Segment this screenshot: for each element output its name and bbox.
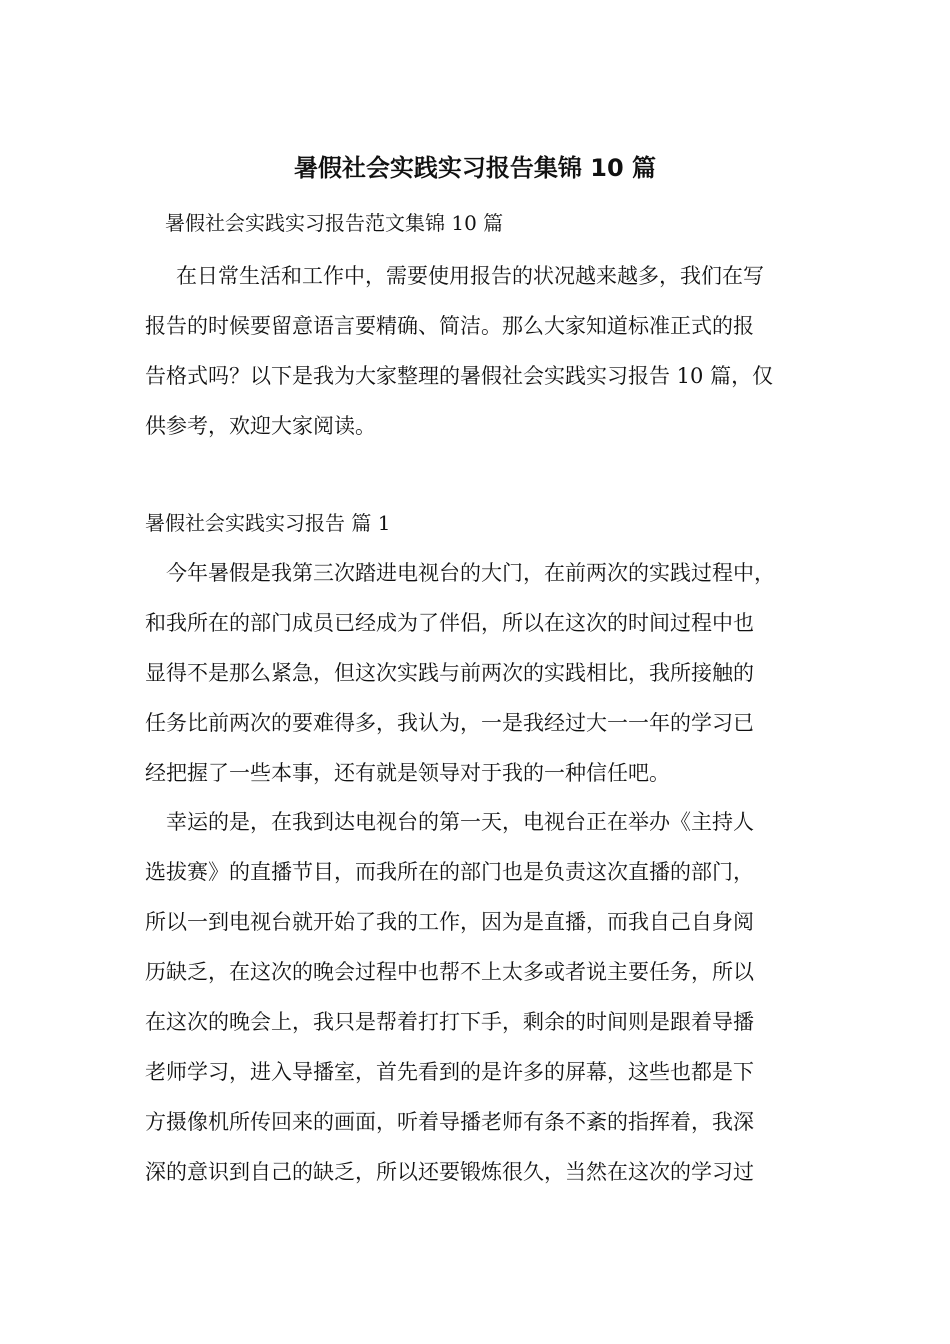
- body-paragraph-1: [145, 548, 810, 798]
- section-heading: 暑假社会实践实习报告 篇 1: [145, 511, 391, 535]
- paragraph-line: 幸运的是，在我到达电视台的第一天，电视台正在举办《主持人: [166, 810, 754, 834]
- paragraph-line: 历缺乏，在这次的晚会过程中也帮不上太多或者说主要任务，所以: [145, 960, 754, 984]
- intro-line: 供参考，欢迎大家阅读。: [145, 414, 376, 438]
- intro-paragraph: [145, 251, 810, 451]
- paragraph-line: 经把握了一些本事，还有就是领导对于我的一种信任吧。: [145, 761, 670, 785]
- paragraph-line: 任务比前两次的要难得多，我认为，一是我经过大一一年的学习已: [145, 711, 754, 735]
- paragraph-line: 选拔赛》的直播节目，而我所在的部门也是负责这次直播的部门，: [145, 860, 754, 884]
- document-subtitle: 暑假社会实践实习报告范文集锦 10 篇: [165, 211, 504, 235]
- paragraph-line: 在这次的晚会上，我只是帮着打打下手，剩余的时间则是跟着导播: [145, 1010, 754, 1034]
- body-paragraph-2: [145, 797, 810, 1197]
- paragraph-line: 所以一到电视台就开始了我的工作，因为是直播，而我自己自身阅: [145, 910, 754, 934]
- paragraph-line: 显得不是那么紧急，但这次实践与前两次的实践相比，我所接触的: [145, 661, 754, 685]
- intro-line: 报告的时候要留意语言要精确、简洁。那么大家知道标准正式的报: [145, 314, 754, 338]
- paragraph-line: 老师学习，进入导播室，首先看到的是许多的屏幕，这些也都是下: [145, 1060, 754, 1084]
- intro-line: 告格式吗？以下是我为大家整理的暑假社会实践实习报告 10 篇，仅: [145, 364, 774, 388]
- paragraph-line: 深的意识到自己的缺乏，所以还要锻炼很久，当然在这次的学习过: [145, 1160, 754, 1184]
- intro-line: 在日常生活和工作中，需要使用报告的状况越来越多，我们在写: [176, 264, 764, 288]
- paragraph-line: 方摄像机所传回来的画面，听着导播老师有条不紊的指挥着，我深: [145, 1110, 754, 1134]
- document-title: 暑假社会实践实习报告集锦 10 篇: [293, 154, 657, 182]
- paragraph-line: 和我所在的部门成员已经成为了伴侣，所以在这次的时间过程中也: [145, 611, 754, 635]
- paragraph-line: 今年暑假是我第三次踏进电视台的大门，在前两次的实践过程中，: [166, 561, 775, 585]
